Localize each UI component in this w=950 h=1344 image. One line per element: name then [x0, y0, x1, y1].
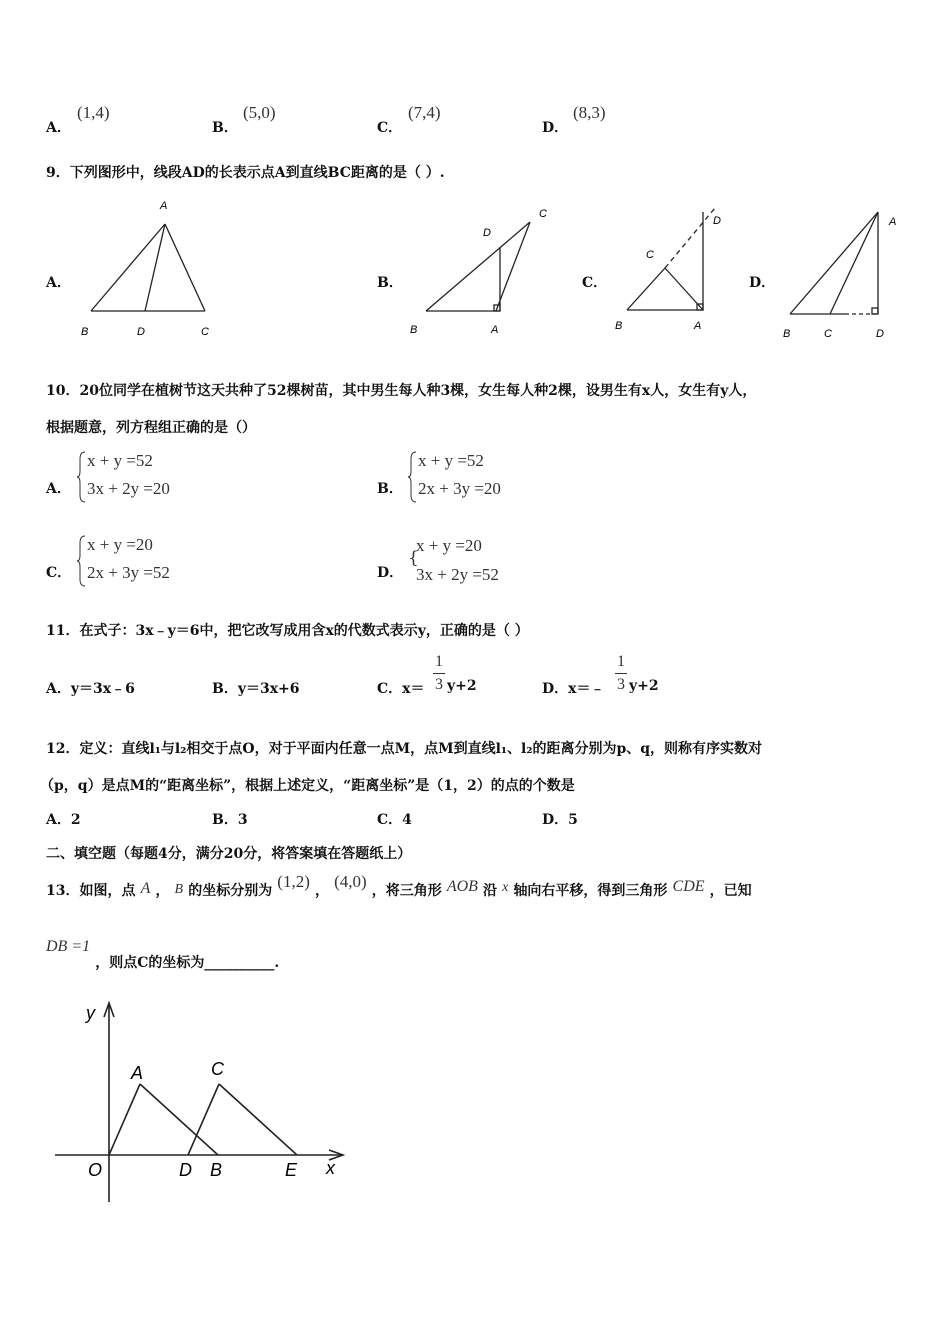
q10d-eq2: 3x + 2y =52	[416, 565, 499, 584]
q12-option-b: B．3	[212, 812, 248, 828]
q13-coordinate-figure	[40, 995, 360, 1215]
q11-option-c-fraction	[433, 652, 445, 695]
q9c-point-C: C	[646, 249, 654, 261]
q9-figure-a	[75, 195, 235, 340]
q13-t4: 沿	[483, 883, 498, 899]
q10d-eq1: x + y =20	[416, 536, 482, 555]
q13-t5: 轴向右平移，得到三角形	[513, 883, 668, 899]
q8-option-c-value: (7,4)	[408, 103, 441, 122]
fig-label-B: B	[210, 1160, 223, 1180]
fig-label-D: D	[179, 1160, 192, 1180]
q12-option-c: C．4	[377, 812, 412, 828]
q10-stem-line1: 10．20位同学在植树节这天共种了52棵树苗，其中男生每人种3棵，女生每人种2棵，设男生有x人，女生有y人，	[46, 383, 757, 399]
q9c-point-D: D	[713, 215, 721, 227]
q13-t3: ，将三角形	[371, 883, 442, 899]
q12-option-a: A．2	[46, 812, 81, 828]
q9-option-a-label: A．	[46, 275, 71, 291]
q9b-point-B: B	[410, 324, 418, 336]
q11-stem: 11．在式子：3x﹣y＝6中，把它改写成用含x的代数式表示y，正确的是（ ）	[46, 623, 529, 639]
brace-icon	[408, 451, 418, 503]
q11-option-c-suffix: y+2	[447, 678, 477, 694]
q10b-eq2: 2x + 3y =20	[418, 479, 501, 498]
seg-CE	[219, 1084, 297, 1155]
q8-option-d-label: D．	[542, 120, 569, 136]
q9a-point-B: B	[81, 326, 89, 338]
seg-OA	[109, 1084, 140, 1155]
q10-option-a-label: A．	[46, 481, 71, 497]
q9d-point-D: D	[876, 328, 884, 340]
q11-option-d-prefix: D．x＝﹣	[542, 681, 605, 697]
fig-label-y: y	[86, 1003, 95, 1023]
q9-figure-c	[605, 200, 740, 340]
q13-sep1: ，	[155, 883, 170, 899]
q10-option-b-label: B．	[377, 481, 403, 497]
q13-var-b: B	[174, 882, 184, 897]
q8-option-b-label: B．	[212, 120, 238, 136]
fig-label-A: A	[131, 1063, 144, 1083]
q8-options	[0, 95, 950, 135]
q10c-eq1: x + y =20	[87, 535, 153, 554]
q9-stem: 9．下列图形中，线段AD的长表示点A到直线BC距离的是（ ）.	[46, 165, 445, 181]
q10-stem-line2: 根据题意，列方程组正确的是（）	[46, 420, 256, 436]
q9-option-b-label: B．	[377, 275, 403, 291]
q8-option-c-label: C．	[377, 120, 403, 136]
section2-title: 二、填空题（每题4分，满分20分，将答案填在答题纸上）	[46, 846, 412, 862]
q10c-eq2: 2x + 3y =52	[87, 563, 170, 582]
q9c-point-B: B	[615, 320, 623, 332]
q13-tri-1: AOB	[446, 878, 478, 895]
q9-figure-d	[775, 200, 910, 340]
q11c-frac-den: 3	[435, 676, 443, 693]
q13-t6: ，已知	[709, 883, 752, 899]
seg-AB	[140, 1084, 218, 1155]
fig-label-O: O	[88, 1160, 103, 1180]
q10d-brace: {	[408, 548, 419, 568]
q13-coord-a: (1,2)	[277, 872, 310, 891]
q13-axis: x	[502, 880, 509, 895]
q11-option-c-prefix: C．x＝	[377, 681, 425, 697]
q13-tri-2: CDE	[672, 878, 705, 895]
q13-coord-b: (4,0)	[334, 872, 367, 891]
q11d-frac-num: 1	[617, 653, 625, 670]
q11-option-a: A．y＝3x﹣6	[46, 681, 135, 697]
q8-option-a-value: (1,4)	[77, 103, 110, 122]
q8-option-b-value: (5,0)	[243, 103, 276, 122]
q9b-point-C: C	[539, 208, 547, 220]
brace-icon	[77, 535, 87, 587]
q13-db: DB =1	[46, 938, 91, 955]
q9-figure-b	[402, 200, 562, 340]
q11-option-d-suffix: y+2	[629, 678, 659, 694]
q10-option-c-label: C．	[46, 565, 72, 581]
q11c-frac-num: 1	[435, 653, 443, 670]
q10a-eq2: 3x + 2y =20	[87, 479, 170, 498]
q13-t2: 的坐标分别为	[188, 883, 273, 899]
q10b-eq1: x + y =52	[418, 451, 484, 470]
q11d-frac-den: 3	[617, 676, 625, 693]
q9a-point-D: D	[137, 326, 145, 338]
q9a-point-C: C	[201, 326, 209, 338]
brace-icon	[77, 451, 87, 503]
q13-stem-line2	[46, 938, 280, 971]
q13-stem-line1	[46, 872, 752, 902]
q12-stem-line2: （p，q）是点M的“距离坐标”，根据上述定义，“距离坐标”是（1，2）的点的个数是	[40, 778, 575, 794]
q9d-point-A: A	[889, 216, 897, 228]
q12-option-d: D．5	[542, 812, 578, 828]
fig-label-C: C	[211, 1059, 224, 1079]
q9b-point-A: A	[491, 324, 499, 336]
q12-stem-line1: 12．定义：直线l₁与l₂相交于点O，对于平面内任意一点M，点M到直线l₁、l₂的距离分别为p、q，则称有序实数对	[46, 741, 763, 757]
q8-option-a-label: A．	[46, 120, 71, 136]
q9-option-c-label: C．	[582, 275, 608, 291]
fig-label-E: E	[285, 1160, 298, 1180]
seg-DC	[188, 1084, 219, 1155]
q9a-point-A: A	[160, 200, 168, 212]
q9-option-d-label: D．	[749, 275, 776, 291]
q8-option-d-value: (8,3)	[573, 103, 606, 122]
q13-t1: 13．如图，点	[46, 883, 136, 899]
q13-var-a: A	[140, 880, 151, 897]
q11-option-d-fraction	[615, 652, 627, 695]
q11c-frac-bar	[433, 673, 445, 674]
q13-sep2: ，	[314, 883, 329, 899]
q13-t7: ，则点C的坐标为__________.	[95, 955, 280, 971]
q9b-point-D: D	[483, 227, 491, 239]
q10-option-d-label: D．	[377, 565, 404, 581]
q11d-frac-bar	[615, 673, 627, 674]
q9c-point-A: A	[694, 320, 702, 332]
q11-option-b: B．y＝3x+6	[212, 681, 300, 697]
q9d-point-C: C	[824, 328, 832, 340]
q10a-eq1: x + y =52	[87, 451, 153, 470]
q9d-point-B: B	[783, 328, 791, 340]
fig-label-x: x	[326, 1158, 335, 1178]
